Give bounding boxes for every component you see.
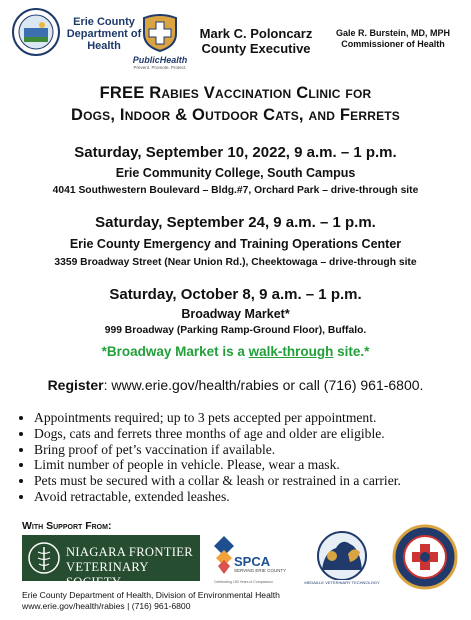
caduceus-icon xyxy=(27,541,61,575)
list-item: • Avoid retractable, extended leashes. xyxy=(34,489,401,505)
county-executive: Mark C. Poloncarz County Executive xyxy=(199,26,313,56)
footer-division: Erie County Department of Health, Division of Environmental Health xyxy=(22,590,280,600)
spca-emblem-icon xyxy=(212,536,236,576)
commissioner-name: Gale R. Burstein, MD, MPH xyxy=(335,28,451,38)
list-item: • Limit number of people in vehicle. Please, wear a mask. xyxy=(34,457,401,473)
medaille-caption: MEDAILLE VETERINARY TECHNOLOGY xyxy=(304,580,380,585)
list-item: • Dogs, cats and ferrets three months of age and older are eligible. xyxy=(34,426,401,442)
county-seal-icon xyxy=(12,8,60,56)
list-item: • Pets must be secured with a collar & leash or restrained in a carrier. xyxy=(34,473,401,489)
commissioner-title: Commissioner of Health xyxy=(341,39,445,49)
walk-note-post: site.* xyxy=(333,344,370,359)
event-3-date: Saturday, October 8, 9 a.m. – 1 p.m. xyxy=(109,286,362,303)
walk-note-pre: *Broadway Market is a xyxy=(101,344,249,359)
mrc-seal-icon xyxy=(392,524,458,590)
nfvs-line2: VETERINARY SOCIETY xyxy=(66,560,149,589)
spca-tagline: Celebrating 150 Years of Compassion xyxy=(214,580,273,584)
animals-icon xyxy=(302,526,382,580)
department-name: Erie County Department of Health xyxy=(66,16,142,52)
support-heading: With Support From: xyxy=(22,520,112,532)
public-health-tagline: Prevent. Promote. Protect. xyxy=(133,65,187,70)
spca-subtitle: SERVING ERIE COUNTY xyxy=(234,568,287,573)
public-health-logo-icon xyxy=(138,12,182,52)
public-health-name: PublicHealth xyxy=(132,55,188,65)
medical-reserve-corps-logo xyxy=(392,524,458,590)
event-3-address: 999 Broadway (Parking Ramp-Ground Floor), Buffalo. xyxy=(104,325,367,336)
nfvs-logo xyxy=(22,535,200,589)
register-line xyxy=(0,377,471,394)
clinic-title-line1: FREE Rabies Vaccination Clinic for xyxy=(99,84,372,102)
event-2-date: Saturday, September 24, 9 a.m. – 1 p.m. xyxy=(95,214,376,231)
event-2-address: 3359 Broadway Street (Near Union Rd.), Cheektowaga – drive-through site xyxy=(54,257,417,268)
event-1-date: Saturday, September 10, 2022, 9 a.m. – 1 p.m. xyxy=(74,144,397,161)
event-2-venue: Erie County Emergency and Training Operations Center xyxy=(69,237,402,251)
list-item: • Appointments required; up to 3 pets accepted per appointment. xyxy=(34,410,401,426)
medaille-vet-tech-logo xyxy=(302,526,382,588)
register-info[interactable]: : www.erie.gov/health/rabies or call (716) 961-6800. xyxy=(103,377,424,393)
event-1-address: 4041 Southwestern Boulevard – Bldg.#7, Orchard Park – drive-through site xyxy=(52,185,419,196)
event-3-venue: Broadway Market* xyxy=(181,307,290,321)
spca-logo xyxy=(210,530,298,586)
list-item: • Bring proof of pet’s vaccination if available. xyxy=(34,442,401,458)
event-1-venue: Erie Community College, South Campus xyxy=(115,166,356,180)
walk-through-link: walk-through xyxy=(248,344,334,359)
clinic-title-line2: Dogs, Indoor & Outdoor Cats, and Ferrets xyxy=(70,106,401,124)
requirements-list xyxy=(12,410,401,505)
walk-through-note xyxy=(0,344,471,360)
spca-name: SPCA xyxy=(234,554,271,569)
footer xyxy=(22,590,280,612)
register-label: Register xyxy=(47,377,104,393)
nfvs-line1: NIAGARA FRONTIER xyxy=(66,545,193,559)
footer-contact[interactable]: www.erie.gov/health/rabies | (716) 961-6800 xyxy=(22,601,191,611)
commissioner xyxy=(318,28,468,50)
